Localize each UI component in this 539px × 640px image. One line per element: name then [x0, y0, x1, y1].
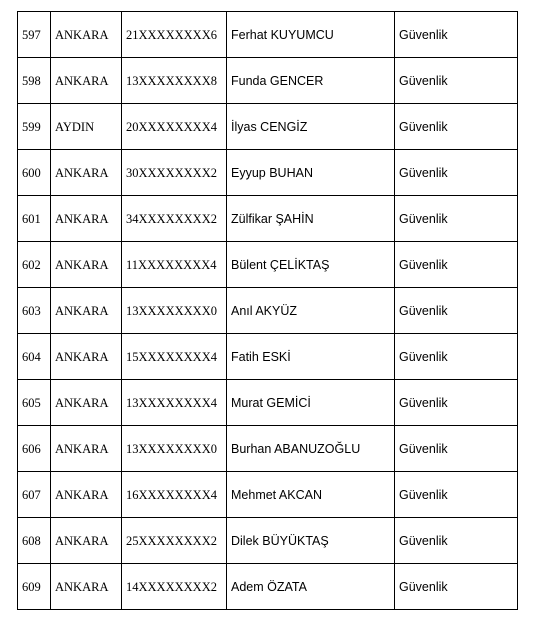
- table-row: [18, 12, 518, 58]
- table-row: [18, 380, 518, 426]
- table-row: [18, 58, 518, 104]
- full-name-cell: İlyas CENGİZ: [227, 104, 395, 150]
- city-cell: ANKARA: [51, 472, 122, 518]
- row-number: 608: [18, 518, 51, 564]
- row-number: 606: [18, 426, 51, 472]
- city-cell: ANKARA: [51, 518, 122, 564]
- unit-cell: Güvenlik: [395, 472, 518, 518]
- full-name-cell: Dilek BÜYÜKTAŞ: [227, 518, 395, 564]
- full-name-cell: Fatih ESKİ: [227, 334, 395, 380]
- table-row: [18, 334, 518, 380]
- row-number: 602: [18, 242, 51, 288]
- city-cell: ANKARA: [51, 12, 122, 58]
- city-cell: ANKARA: [51, 380, 122, 426]
- full-name-cell: Eyyup BUHAN: [227, 150, 395, 196]
- city-cell: ANKARA: [51, 334, 122, 380]
- id-number-cell: 15XXXXXXXX4: [122, 334, 227, 380]
- row-number: 607: [18, 472, 51, 518]
- city-cell: ANKARA: [51, 564, 122, 610]
- table-row: [18, 518, 518, 564]
- unit-cell: Güvenlik: [395, 288, 518, 334]
- full-name-cell: Funda GENCER: [227, 58, 395, 104]
- full-name-cell: Bülent ÇELİKTAŞ: [227, 242, 395, 288]
- table-row: [18, 472, 518, 518]
- id-number-cell: 13XXXXXXXX0: [122, 288, 227, 334]
- table-row: [18, 196, 518, 242]
- row-number: 603: [18, 288, 51, 334]
- unit-cell: Güvenlik: [395, 426, 518, 472]
- id-number-cell: 30XXXXXXXX2: [122, 150, 227, 196]
- personnel-table: [17, 11, 518, 610]
- id-number-cell: 21XXXXXXXX6: [122, 12, 227, 58]
- row-number: 609: [18, 564, 51, 610]
- row-number: 599: [18, 104, 51, 150]
- city-cell: ANKARA: [51, 196, 122, 242]
- full-name-cell: Zülfikar ŞAHİN: [227, 196, 395, 242]
- unit-cell: Güvenlik: [395, 196, 518, 242]
- id-number-cell: 13XXXXXXXX4: [122, 380, 227, 426]
- id-number-cell: 11XXXXXXXX4: [122, 242, 227, 288]
- row-number: 600: [18, 150, 51, 196]
- row-number: 604: [18, 334, 51, 380]
- full-name-cell: Mehmet AKCAN: [227, 472, 395, 518]
- full-name-cell: Anıl AKYÜZ: [227, 288, 395, 334]
- unit-cell: Güvenlik: [395, 58, 518, 104]
- table-row: [18, 288, 518, 334]
- city-cell: ANKARA: [51, 288, 122, 334]
- city-cell: ANKARA: [51, 426, 122, 472]
- row-number: 598: [18, 58, 51, 104]
- city-cell: ANKARA: [51, 242, 122, 288]
- table-row: [18, 564, 518, 610]
- full-name-cell: Adem ÖZATA: [227, 564, 395, 610]
- table-row: [18, 104, 518, 150]
- city-cell: ANKARA: [51, 150, 122, 196]
- unit-cell: Güvenlik: [395, 104, 518, 150]
- id-number-cell: 13XXXXXXXX8: [122, 58, 227, 104]
- unit-cell: Güvenlik: [395, 150, 518, 196]
- unit-cell: Güvenlik: [395, 564, 518, 610]
- id-number-cell: 13XXXXXXXX0: [122, 426, 227, 472]
- unit-cell: Güvenlik: [395, 380, 518, 426]
- city-cell: AYDIN: [51, 104, 122, 150]
- unit-cell: Güvenlik: [395, 12, 518, 58]
- full-name-cell: Ferhat KUYUMCU: [227, 12, 395, 58]
- full-name-cell: Burhan ABANUZOĞLU: [227, 426, 395, 472]
- city-cell: ANKARA: [51, 58, 122, 104]
- unit-cell: Güvenlik: [395, 242, 518, 288]
- id-number-cell: 20XXXXXXXX4: [122, 104, 227, 150]
- row-number: 601: [18, 196, 51, 242]
- unit-cell: Güvenlik: [395, 334, 518, 380]
- id-number-cell: 34XXXXXXXX2: [122, 196, 227, 242]
- table-row: [18, 426, 518, 472]
- table-row: [18, 150, 518, 196]
- id-number-cell: 25XXXXXXXX2: [122, 518, 227, 564]
- full-name-cell: Murat GEMİCİ: [227, 380, 395, 426]
- row-number: 597: [18, 12, 51, 58]
- unit-cell: Güvenlik: [395, 518, 518, 564]
- id-number-cell: 14XXXXXXXX2: [122, 564, 227, 610]
- id-number-cell: 16XXXXXXXX4: [122, 472, 227, 518]
- row-number: 605: [18, 380, 51, 426]
- table-row: [18, 242, 518, 288]
